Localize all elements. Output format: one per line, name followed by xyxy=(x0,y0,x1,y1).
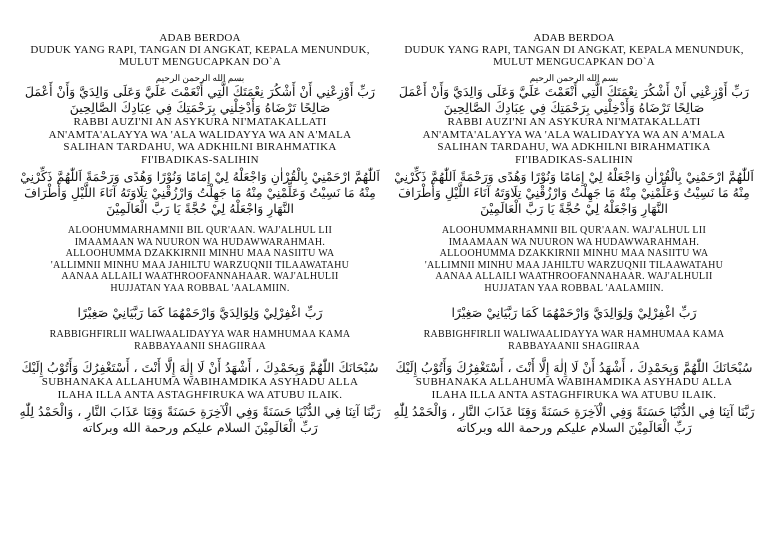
doa2-arabic-line: النَّهَارِ وَاجْعَلْهُ لِيْ حُجَّةً يَا رَبَّ الْعَالَمِيْنَ xyxy=(480,201,668,216)
doa2-latin-line: HUJJATAN YAA ROBBAL 'AALAMIIN. xyxy=(110,282,290,294)
doa5-arabic-line: رَبَّنَا آتِنَا فِي الدُّنْيَا حَسَنَةً وَفِي الْآخِرَةِ حَسَنَةً وَقِنَا عَذَابَ النَّارِ ، وَالْحَمْدُ لِلّٰهِ xyxy=(19,404,381,419)
doa3-latin-line: RABBIGHFIRLII WALIWAALIDAYYA WAR HAMHUMAA KAMA xyxy=(49,329,351,340)
doa2-latin-line: ALLOOHUMMA DZAKKIRNII MINHU MAA NASIITU WA xyxy=(65,248,335,259)
left-column xyxy=(15,32,385,436)
doc-subtitle-line1: DUDUK YANG RAPI, TANGAN DI ANGKAT, KEPALA MENUNDUK, xyxy=(30,44,370,56)
doa1-arabic-line: صَالِحًا تَرْضَاهُ وَأَدْخِلْنِي بِرَحْمَتِكَ فِي عِبَادِكَ الصَّالِحِينَ xyxy=(69,100,331,115)
doc-title: ADAB BERDOA xyxy=(159,32,241,44)
doa1-latin-line: AN'AMTA'ALAYYA WA 'ALA WALIDAYYA WA AN A'MALA xyxy=(422,128,726,141)
doa2-latin-line: AANAA ALLAILI WAATHROOFANNAHAAR. WAJ'ALHULII xyxy=(61,271,339,282)
doa2-latin-line: 'ALLIMNII MINHU MAA JAHILTU WARZUQNII TILAAWATAHU xyxy=(424,259,724,271)
doa1-latin-line: FI'IBADIKAS-SALIHIN xyxy=(141,153,259,166)
doa1-latin-line: FI'IBADIKAS-SALIHIN xyxy=(515,153,633,166)
doa1-arabic-line: رَبِّ أَوْزِعْنِي أَنْ أَشْكُرَ نِعْمَتَكَ الَّتِي أَنْعَمْتَ عَلَيَّ وَعَلَى وَالِدَيَّ وَأَنْ أَعْمَلَ xyxy=(398,84,750,99)
doa2-latin-line: ALLOOHUMMA DZAKKIRNII MINHU MAA NASIITU WA xyxy=(439,248,709,259)
doa2-latin-line: 'ALLIMNII MINHU MAA JAHILTU WARZUQNII TILAAWATAHU xyxy=(50,259,350,271)
doa4-latin-line: SUBHANAKA ALLAHUMA WABIHAMDIKA ASYHADU ALLA xyxy=(415,376,733,388)
doa1-latin-line: RABBI AUZI'NI AN ASYKURA NI'MATAKALLATI xyxy=(447,116,701,128)
doa4-arabic-line: سُبْحَانَكَ اللّٰهُمَّ وَبِحَمْدِكَ ، أَشْهَدُ أَنْ لَا إِلٰهَ إِلَّا أَنْتَ ، أَسْتَغْفِرُكَ وَأَتُوْبُ إِلَيْكَ xyxy=(395,360,753,375)
doa2-latin-line: HUJJATAN YAA ROBBAL 'AALAMIIN. xyxy=(484,282,664,294)
doa4-arabic-line: سُبْحَانَكَ اللّٰهُمَّ وَبِحَمْدِكَ ، أَشْهَدُ أَنْ لَا إِلٰهَ إِلَّا أَنْتَ ، أَسْتَغْفِرُكَ وَأَتُوْبُ إِلَيْكَ xyxy=(21,360,379,375)
doa2-latin-line: IMAAMAAN WA NUURON WA HUDAWWARAHMAH. xyxy=(448,236,700,248)
right-column xyxy=(389,32,759,436)
doa2-arabic-line: النَّهَارِ وَاجْعَلْهُ لِيْ حُجَّةً يَا رَبَّ الْعَالَمِيْنَ xyxy=(106,201,294,216)
doa2-latin-line: ALOOHUMMARHAMNII BIL QUR'AAN. WAJ'ALHUL LII xyxy=(441,225,707,236)
doc-subtitle-line2: MULUT MENGUCAPKAN DO`A xyxy=(119,56,281,68)
doa1-latin-line: AN'AMTA'ALAYYA WA 'ALA WALIDAYYA WA AN A'MALA xyxy=(48,128,352,141)
doa1-arabic-line: صَالِحًا تَرْضَاهُ وَأَدْخِلْنِي بِرَحْمَتِكَ فِي عِبَادِكَ الصَّالِحِينَ xyxy=(443,100,705,115)
doc-subtitle-line1: DUDUK YANG RAPI, TANGAN DI ANGKAT, KEPALA MENUNDUK, xyxy=(404,44,744,56)
basmala: بسم الله الرحمن الرحيم xyxy=(529,73,619,83)
doa2-arabic-line: اَللّٰهُمَّ ارْحَمْنِيْ بِالْقُرْاٰنِ وَاجْعَلْهُ لِيْ إِمَامًا وَنُوْرًا وَهُدًى وَرَحْمَةً اَللّٰهُمَّ ذَكِّرْنِيْ xyxy=(394,169,754,184)
doa2-arabic-line: مِنْهُ مَا نَسِيْتُ وَعَلِّمْنِيْ مِنْهُ مَا جَهِلْتُ وَارْزُقْنِيْ تِلَاوَتَهُ آنَاءَ اللَّيْلِ وَأَطْرَافَ xyxy=(24,185,376,200)
doa3-arabic-line: رَبِّ اغْفِرْلِيْ وَلِوَالِدَيَّ وَارْحَمْهُمَا كَمَا رَبَّيَانِيْ صَغِيْرًا xyxy=(77,305,323,320)
doa1-latin-line: RABBI AUZI'NI AN ASYKURA NI'MATAKALLATI xyxy=(73,116,327,128)
doc-subtitle-line2: MULUT MENGUCAPKAN DO`A xyxy=(493,56,655,68)
doa5-arabic-line: رَبِّ الْعَالَمِيْنَ السلام عليكم ورحمة الله وبركاته xyxy=(82,420,318,435)
doa1-arabic-line: رَبِّ أَوْزِعْنِي أَنْ أَشْكُرَ نِعْمَتَكَ الَّتِي أَنْعَمْتَ عَلَيَّ وَعَلَى وَالِدَيَّ وَأَنْ أَعْمَلَ xyxy=(24,84,376,99)
doa5-arabic-line: رَبَّنَا آتِنَا فِي الدُّنْيَا حَسَنَةً وَفِي الْآخِرَةِ حَسَنَةً وَقِنَا عَذَابَ النَّارِ ، وَالْحَمْدُ لِلّٰهِ xyxy=(393,404,755,419)
doa3-arabic-line: رَبِّ اغْفِرْلِيْ وَلِوَالِدَيَّ وَارْحَمْهُمَا كَمَا رَبَّيَانِيْ صَغِيْرًا xyxy=(451,305,697,320)
doa4-latin-line: ILAHA ILLA ANTA ASTAGHFIRUKA WA ATUBU ILAIK. xyxy=(57,388,343,401)
doa3-latin-line: RABBAYAANII SHAGIIRAA xyxy=(508,340,640,352)
doa2-arabic-line: اَللّٰهُمَّ ارْحَمْنِيْ بِالْقُرْاٰنِ وَاجْعَلْهُ لِيْ إِمَامًا وَنُوْرًا وَهُدًى وَرَحْمَةً اَللّٰهُمَّ ذَكِّرْنِيْ xyxy=(20,169,380,184)
doa2-arabic-line: مِنْهُ مَا نَسِيْتُ وَعَلِّمْنِيْ مِنْهُ مَا جَهِلْتُ وَارْزُقْنِيْ تِلَاوَتَهُ آنَاءَ اللَّيْلِ وَأَطْرَافَ xyxy=(398,185,750,200)
basmala: بسم الله الرحمن الرحيم xyxy=(155,73,245,83)
doa5-arabic-line: رَبِّ الْعَالَمِيْنَ السلام عليكم ورحمة الله وبركاته xyxy=(456,420,692,435)
doa3-latin-line: RABBIGHFIRLII WALIWAALIDAYYA WAR HAMHUMAA KAMA xyxy=(423,329,725,340)
doa4-latin-line: ILAHA ILLA ANTA ASTAGHFIRUKA WA ATUBU ILAIK. xyxy=(431,388,717,401)
doa1-latin-line: SALIHAN TARDAHU, WA ADKHILNI BIRAHMATIKA xyxy=(63,141,337,153)
doa4-latin-line: SUBHANAKA ALLAHUMA WABIHAMDIKA ASYHADU ALLA xyxy=(41,376,359,388)
doc-title: ADAB BERDOA xyxy=(533,32,615,44)
doa2-latin-line: IMAAMAAN WA NUURON WA HUDAWWARAHMAH. xyxy=(74,236,326,248)
doa2-latin-line: AANAA ALLAILI WAATHROOFANNAHAAR. WAJ'ALHULII xyxy=(435,271,713,282)
doa3-latin-line: RABBAYAANII SHAGIIRAA xyxy=(134,340,266,352)
doa1-latin-line: SALIHAN TARDAHU, WA ADKHILNI BIRAHMATIKA xyxy=(437,141,711,153)
doa2-latin-line: ALOOHUMMARHAMNII BIL QUR'AAN. WAJ'ALHUL LII xyxy=(67,225,333,236)
